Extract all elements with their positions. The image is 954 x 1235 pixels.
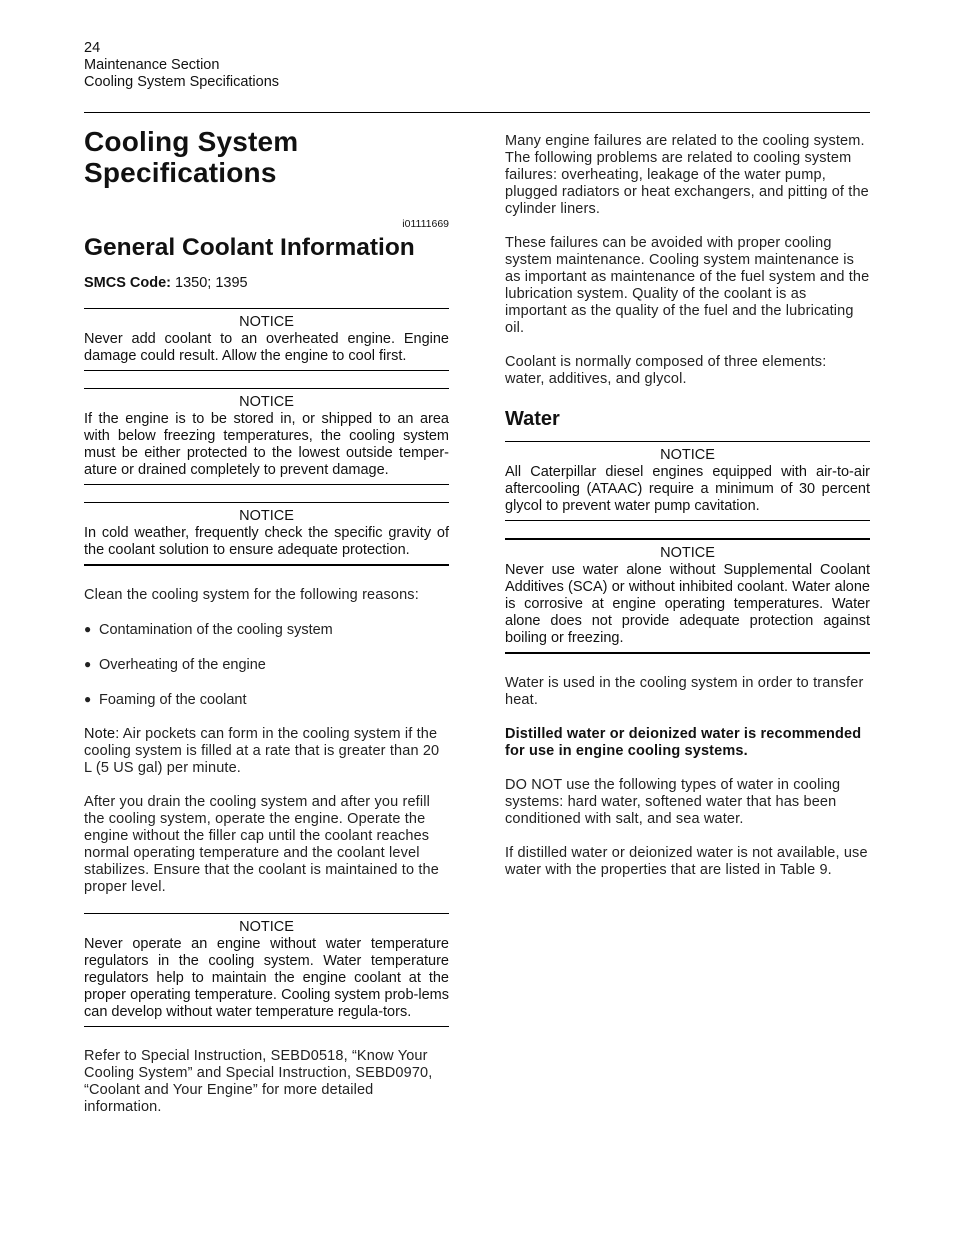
- smcs-code: [84, 275, 449, 291]
- water-paragraph-2: DO NOT use the following types of water in cooling systems: hard water, softened water that has been conditioned with salt, and sea water.: [505, 777, 841, 827]
- notice-title: NOTICE: [239, 919, 294, 935]
- composition-paragraph: Coolant is normally composed of three elements: water, additives, and glycol.: [505, 354, 827, 387]
- notice-cold-weather: [84, 502, 449, 566]
- title-line-1: Cooling System: [84, 126, 299, 157]
- notice-text: All Caterpillar diesel engines equipped with air-to-air aftercooling (ATAAC) require a minimum of 30 percent glycol to prevent water pump cavitation.: [505, 464, 870, 514]
- notice-text: In cold weather, frequently check the specific gravity of the coolant solution to ensure adequate protection.: [84, 525, 449, 558]
- list-item-text: Contamination of the cooling system: [99, 622, 333, 638]
- notice-title: NOTICE: [660, 447, 715, 463]
- left-column: [84, 126, 449, 1116]
- water-heading: Water: [505, 408, 560, 430]
- refer-paragraph: Refer to Special Instruction, SEBD0518, “Know Your Cooling System” and Special Instruction, SEBD0970, “Coolant and Your Engine” for more detailed information.: [84, 1048, 433, 1115]
- notice-title: NOTICE: [239, 314, 294, 330]
- notice-text: Never use water alone without Supplemental Coolant Additives (SCA) or without inhibited coolant. Water alone is corrosive at engine operating temperatures. Water alone does not provide adequate protection against boiling or freezing.: [505, 562, 870, 646]
- list-item: ● Overheating of the engine: [84, 657, 266, 673]
- document-id: i01111669: [402, 218, 449, 230]
- note-label: Note:: [84, 726, 120, 742]
- title-line-2: Specifications: [84, 157, 277, 188]
- notice-overheated: [84, 308, 449, 371]
- water-paragraph-3: If distilled water or deionized water is not available, use water with the properties that are listed in Table 9.: [505, 845, 868, 878]
- notice-ataac: [505, 441, 870, 521]
- failures-paragraph: Many engine failures are related to the cooling system. The following problems are related to cooling system failures: overheating, leakage of the water pump, plugged radiators or heat exchangers, and pitting of the cylinder liners.: [505, 133, 869, 217]
- page-title: [84, 126, 449, 188]
- list-item-text: Foaming of the coolant: [99, 692, 247, 708]
- page-number: 24: [84, 40, 101, 56]
- notice-text: Never add coolant to an overheated engine. Engine damage could result. Allow the engine to cool first.: [84, 331, 449, 364]
- smcs-label: SMCS Code:: [84, 275, 171, 291]
- notice-water-alone: [505, 538, 870, 654]
- page-header: [84, 40, 279, 91]
- water-paragraph-1: Water is used in the cooling system in order to transfer heat.: [505, 675, 864, 708]
- list-item: ● Contamination of the cooling system: [84, 622, 333, 638]
- drain-paragraph: After you drain the cooling system and after you refill the cooling system, operate the engine. Operate the engine without the filler cap until the coolant reaches normal operating temperature and the coolant level stabilizes. Ensure that the coolant is maintained to the proper level.: [84, 794, 439, 895]
- list-item: ● Foaming of the coolant: [84, 692, 247, 708]
- note-paragraph: [84, 726, 449, 777]
- maintenance-paragraph: These failures can be avoided with proper cooling system maintenance. Cooling system maintenance is as important as maintenance of the fuel system and the lubrication system. Quality of the coolant is as important as the quality of the fuel and the lubricating oil.: [505, 235, 870, 336]
- header-divider: [84, 112, 870, 113]
- section-heading: General Coolant Information: [84, 234, 415, 261]
- subsection-name: Cooling System Specifications: [84, 74, 280, 90]
- notice-title: NOTICE: [660, 545, 715, 561]
- notice-text: Never operate an engine without water temperature regulators in the cooling system. Water temperature regulators help to maintain the engine coolant at the proper operating temperature. Cooling system prob-lems can develop without water temperature regula-tors.: [84, 936, 449, 1020]
- section-name: Maintenance Section: [84, 57, 220, 73]
- notice-freezing: [84, 388, 449, 485]
- smcs-value: 1350; 1395: [171, 275, 248, 291]
- notice-title: NOTICE: [239, 394, 294, 410]
- clean-intro: Clean the cooling system for the following reasons:: [84, 587, 419, 603]
- notice-title: NOTICE: [239, 508, 294, 524]
- list-item-text: Overheating of the engine: [99, 657, 266, 673]
- right-column: [505, 133, 870, 879]
- notice-text: If the engine is to be stored in, or shipped to an area with below freezing temperatures, the cooling system must be either protected to the lowest outside temper-ature or drained completely to prevent damage.: [84, 411, 449, 478]
- note-text: Air pockets can form in the cooling system if the cooling system is filled at a rate that is greater than 20 L (5 US gal) per minute.: [84, 726, 440, 776]
- distilled-water-paragraph: Distilled water or deionized water is recommended for use in engine cooling systems.: [505, 726, 862, 759]
- notice-regulators: [84, 913, 449, 1027]
